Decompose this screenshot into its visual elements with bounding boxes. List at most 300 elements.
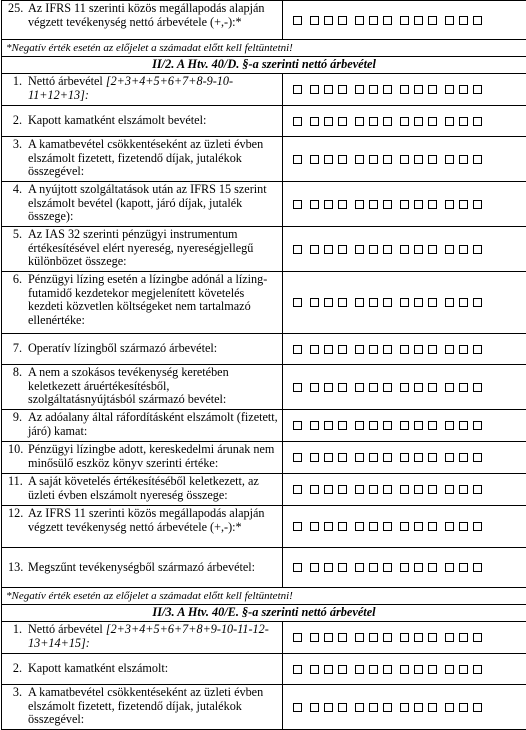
digit-box[interactable] [400, 485, 409, 494]
digit-box[interactable] [473, 117, 482, 126]
digit-box[interactable] [324, 383, 333, 392]
row-label: A kamatbevétel csökkentéseként az üzleti évben elszámolt fizetett, fizetendő díjak, jutalékok összegével: [28, 685, 264, 727]
digit-box[interactable] [473, 421, 482, 430]
digit-box[interactable] [369, 200, 378, 209]
amount-input-boxes[interactable] [283, 365, 526, 409]
digit-box[interactable] [383, 155, 392, 164]
amount-input-boxes[interactable] [283, 685, 526, 729]
digit-box[interactable] [473, 522, 482, 531]
digit-group [445, 345, 482, 354]
row-label: Az adóalany által ráfordításként elszámolt (fizetett, járó) kamat: [28, 410, 278, 438]
digit-box[interactable] [414, 633, 423, 642]
digit-box[interactable] [369, 298, 378, 307]
digit-box[interactable] [459, 345, 468, 354]
digit-box[interactable] [338, 485, 347, 494]
digit-box[interactable] [473, 485, 482, 494]
digit-box[interactable] [293, 117, 302, 126]
digit-box[interactable] [355, 421, 364, 430]
digit-box[interactable] [310, 298, 319, 307]
digit-box[interactable] [414, 16, 423, 25]
digit-box[interactable] [445, 200, 454, 209]
digit-box[interactable] [459, 16, 468, 25]
digit-box[interactable] [473, 345, 482, 354]
digit-box[interactable] [445, 117, 454, 126]
digit-box[interactable] [400, 16, 409, 25]
amount-input-boxes[interactable] [283, 506, 526, 547]
digit-box[interactable] [414, 245, 423, 254]
digit-box[interactable] [428, 245, 437, 254]
digit-box[interactable] [338, 345, 347, 354]
digit-box[interactable] [338, 117, 347, 126]
amount-input-boxes[interactable] [283, 1, 526, 39]
digit-box[interactable] [293, 16, 302, 25]
digit-group [310, 421, 347, 430]
digit-group [445, 298, 482, 307]
digit-box[interactable] [414, 703, 423, 712]
row-label: Operatív lízingből származó árbevétel: [28, 341, 218, 356]
digit-box[interactable] [445, 85, 454, 94]
digit-box[interactable] [369, 155, 378, 164]
digit-group [400, 421, 437, 430]
digit-box[interactable] [338, 383, 347, 392]
row-number: 2. [12, 113, 22, 128]
digit-box[interactable] [428, 665, 437, 674]
digit-box[interactable] [383, 345, 392, 354]
digit-box[interactable] [459, 633, 468, 642]
digit-box[interactable] [428, 85, 437, 94]
digit-box[interactable] [459, 421, 468, 430]
form-row [2, 272, 526, 334]
digit-box[interactable] [369, 563, 378, 572]
digit-box[interactable] [445, 383, 454, 392]
amount-input-boxes[interactable] [283, 74, 526, 105]
row-number: 25. [8, 1, 24, 15]
question-cell [2, 227, 283, 271]
digit-box[interactable] [414, 485, 423, 494]
digit-box[interactable] [369, 665, 378, 674]
digit-box[interactable] [324, 298, 333, 307]
digit-box[interactable] [324, 453, 333, 462]
form-row [2, 548, 526, 588]
digit-box[interactable] [400, 245, 409, 254]
digit-box[interactable] [338, 665, 347, 674]
digit-box[interactable] [338, 200, 347, 209]
digit-box[interactable] [459, 298, 468, 307]
digit-box[interactable] [338, 16, 347, 25]
digit-box[interactable] [428, 155, 437, 164]
digit-group [445, 665, 482, 674]
digit-box[interactable] [324, 345, 333, 354]
digit-box[interactable] [293, 200, 302, 209]
digit-box[interactable] [310, 703, 319, 712]
digit-box[interactable] [310, 383, 319, 392]
digit-box[interactable] [338, 563, 347, 572]
digit-box[interactable] [459, 155, 468, 164]
form-row [2, 654, 526, 685]
digit-box[interactable] [293, 85, 302, 94]
digit-box[interactable] [414, 85, 423, 94]
digit-box[interactable] [293, 703, 302, 712]
digit-group [445, 633, 482, 642]
digit-box[interactable] [324, 703, 333, 712]
digit-box[interactable] [445, 453, 454, 462]
digit-box[interactable] [355, 245, 364, 254]
digit-box[interactable] [383, 563, 392, 572]
digit-box[interactable] [355, 522, 364, 531]
digit-group [445, 453, 482, 462]
digit-box[interactable] [383, 522, 392, 531]
digit-box[interactable] [310, 563, 319, 572]
digit-box[interactable] [428, 345, 437, 354]
digit-box[interactable] [414, 383, 423, 392]
question-cell [2, 182, 283, 226]
amount-input-boxes[interactable] [283, 227, 526, 271]
digit-box[interactable] [428, 633, 437, 642]
digit-box[interactable] [428, 16, 437, 25]
form-row [2, 365, 526, 410]
digit-box[interactable] [324, 245, 333, 254]
digit-box[interactable] [355, 453, 364, 462]
digit-box[interactable] [293, 453, 302, 462]
digit-box[interactable] [445, 665, 454, 674]
digit-group [293, 703, 302, 712]
amount-input-boxes[interactable] [283, 272, 526, 333]
digit-group [400, 563, 437, 572]
digit-box[interactable] [459, 453, 468, 462]
digit-box[interactable] [355, 117, 364, 126]
digit-box[interactable] [473, 200, 482, 209]
digit-box[interactable] [414, 345, 423, 354]
digit-box[interactable] [473, 563, 482, 572]
row-label: Kapott kamatként elszámolt bevétel: [28, 113, 207, 128]
digit-box[interactable] [400, 298, 409, 307]
digit-box[interactable] [428, 563, 437, 572]
digit-box[interactable] [459, 665, 468, 674]
digit-box[interactable] [355, 665, 364, 674]
digit-box[interactable] [369, 633, 378, 642]
digit-box[interactable] [355, 563, 364, 572]
digit-box[interactable] [369, 383, 378, 392]
digit-box[interactable] [369, 16, 378, 25]
digit-box[interactable] [338, 85, 347, 94]
digit-box[interactable] [459, 383, 468, 392]
digit-group [293, 383, 302, 392]
digit-box[interactable] [338, 245, 347, 254]
digit-group [400, 383, 437, 392]
form-row [2, 0, 526, 40]
digit-group [355, 345, 392, 354]
digit-box[interactable] [355, 16, 364, 25]
digit-box[interactable] [383, 453, 392, 462]
digit-box[interactable] [355, 155, 364, 164]
row-label: A saját követelés értékesítéséből keletkezett, az üzleti évben elszámolt nyereség összege: [28, 474, 259, 502]
digit-box[interactable] [459, 200, 468, 209]
amount-input-boxes[interactable] [283, 654, 526, 684]
digit-box[interactable] [310, 155, 319, 164]
digit-box[interactable] [428, 522, 437, 531]
digit-box[interactable] [428, 117, 437, 126]
question-cell [2, 474, 283, 505]
digit-box[interactable] [355, 383, 364, 392]
digit-box[interactable] [459, 85, 468, 94]
amount-input-boxes[interactable] [283, 334, 526, 364]
digit-box[interactable] [414, 298, 423, 307]
digit-box[interactable] [414, 117, 423, 126]
digit-box[interactable] [355, 85, 364, 94]
amount-input-boxes[interactable] [283, 442, 526, 473]
digit-box[interactable] [459, 703, 468, 712]
question-cell [2, 137, 283, 181]
question-cell [2, 334, 283, 364]
digit-box[interactable] [324, 522, 333, 531]
digit-box[interactable] [293, 522, 302, 531]
digit-box[interactable] [473, 453, 482, 462]
digit-box[interactable] [310, 85, 319, 94]
digit-box[interactable] [324, 563, 333, 572]
digit-box[interactable] [369, 345, 378, 354]
row-number: 4. [12, 182, 22, 196]
digit-box[interactable] [414, 200, 423, 209]
digit-box[interactable] [459, 485, 468, 494]
digit-box[interactable] [338, 453, 347, 462]
digit-group [400, 298, 437, 307]
digit-box[interactable] [338, 703, 347, 712]
digit-box[interactable] [400, 117, 409, 126]
digit-box[interactable] [310, 117, 319, 126]
digit-box[interactable] [473, 85, 482, 94]
digit-box[interactable] [338, 155, 347, 164]
digit-box[interactable] [293, 563, 302, 572]
digit-box[interactable] [400, 633, 409, 642]
digit-box[interactable] [400, 345, 409, 354]
digit-box[interactable] [338, 522, 347, 531]
digit-box[interactable] [414, 453, 423, 462]
digit-box[interactable] [383, 703, 392, 712]
digit-box[interactable] [338, 298, 347, 307]
form-row [2, 106, 526, 137]
digit-box[interactable] [445, 298, 454, 307]
digit-box[interactable] [310, 522, 319, 531]
digit-box[interactable] [445, 245, 454, 254]
digit-box[interactable] [428, 703, 437, 712]
row-label: Az IAS 32 szerinti pénzügyi instrumentum értékesítésével elért nyereség, nyereségjellegű különbözet összege: [28, 227, 254, 269]
digit-box[interactable] [293, 383, 302, 392]
digit-box[interactable] [445, 155, 454, 164]
digit-box[interactable] [400, 665, 409, 674]
digit-box[interactable] [310, 453, 319, 462]
digit-box[interactable] [445, 345, 454, 354]
digit-group [400, 453, 437, 462]
digit-box[interactable] [400, 522, 409, 531]
digit-box[interactable] [473, 633, 482, 642]
digit-box[interactable] [445, 522, 454, 531]
section-title-ii-2: II/2. A Htv. 40/D. §-a szerinti nettó árbevétel [2, 57, 526, 74]
amount-input-boxes[interactable] [283, 622, 526, 653]
amount-input-boxes[interactable] [283, 410, 526, 441]
digit-box[interactable] [324, 117, 333, 126]
digit-group [355, 485, 392, 494]
digit-box[interactable] [324, 200, 333, 209]
digit-box[interactable] [383, 85, 392, 94]
digit-group [400, 117, 437, 126]
digit-box[interactable] [383, 117, 392, 126]
row-label: Pénzügyi lízing esetén a lízingbe adónál a lízing-futamidő kezdetekor megjelenített követelés kezdeti közvetlen költségeket nem tartalmazó ellenértéke: [28, 272, 268, 327]
digit-box[interactable] [428, 383, 437, 392]
digit-box[interactable] [428, 200, 437, 209]
digit-group [355, 16, 392, 25]
digit-box[interactable] [355, 298, 364, 307]
digit-box[interactable] [355, 345, 364, 354]
digit-group [310, 485, 347, 494]
digit-box[interactable] [369, 421, 378, 430]
digit-box[interactable] [473, 16, 482, 25]
digit-box[interactable] [445, 485, 454, 494]
digit-box[interactable] [459, 245, 468, 254]
digit-group [355, 633, 392, 642]
digit-group [445, 155, 482, 164]
amount-input-boxes[interactable] [283, 548, 526, 587]
digit-box[interactable] [473, 383, 482, 392]
digit-box[interactable] [310, 421, 319, 430]
digit-box[interactable] [473, 245, 482, 254]
digit-box[interactable] [414, 563, 423, 572]
digit-group [310, 16, 347, 25]
digit-box[interactable] [310, 665, 319, 674]
digit-box[interactable] [324, 633, 333, 642]
row-number: 12. [8, 506, 24, 520]
digit-box[interactable] [369, 485, 378, 494]
question-cell [2, 1, 283, 39]
digit-box[interactable] [324, 16, 333, 25]
digit-box[interactable] [383, 16, 392, 25]
row-number: 10. [8, 442, 24, 456]
digit-group [400, 485, 437, 494]
digit-box[interactable] [369, 85, 378, 94]
digit-box[interactable] [400, 421, 409, 430]
digit-box[interactable] [445, 16, 454, 25]
digit-box[interactable] [310, 345, 319, 354]
digit-box[interactable] [383, 485, 392, 494]
amount-input-boxes[interactable] [283, 137, 526, 181]
digit-group [445, 421, 482, 430]
digit-box[interactable] [324, 85, 333, 94]
digit-box[interactable] [383, 633, 392, 642]
digit-box[interactable] [324, 665, 333, 674]
digit-box[interactable] [400, 563, 409, 572]
digit-box[interactable] [293, 298, 302, 307]
row-label: A nem a szokásos tevékenység keretében keletkezett áruértékesítésből, szolgáltatásnyújtásból származó bevétel: [28, 365, 229, 407]
digit-box[interactable] [473, 665, 482, 674]
digit-group [355, 383, 392, 392]
digit-group [293, 117, 302, 126]
digit-group [310, 563, 347, 572]
digit-box[interactable] [459, 522, 468, 531]
digit-box[interactable] [310, 245, 319, 254]
digit-box[interactable] [459, 117, 468, 126]
digit-box[interactable] [383, 200, 392, 209]
digit-box[interactable] [459, 563, 468, 572]
digit-box[interactable] [293, 421, 302, 430]
digit-box[interactable] [383, 665, 392, 674]
digit-box[interactable] [400, 383, 409, 392]
digit-box[interactable] [355, 200, 364, 209]
digit-group [310, 117, 347, 126]
digit-box[interactable] [414, 155, 423, 164]
digit-group [293, 665, 302, 674]
digit-box[interactable] [355, 633, 364, 642]
digit-box[interactable] [383, 298, 392, 307]
negative-value-note: *Negatív érték esetén az előjelet a számadat előtt kell feltüntetni! [2, 588, 526, 605]
digit-box[interactable] [338, 633, 347, 642]
digit-box[interactable] [293, 485, 302, 494]
digit-box[interactable] [414, 421, 423, 430]
digit-box[interactable] [310, 200, 319, 209]
digit-box[interactable] [310, 633, 319, 642]
digit-box[interactable] [310, 16, 319, 25]
digit-box[interactable] [355, 703, 364, 712]
digit-box[interactable] [473, 703, 482, 712]
digit-box[interactable] [400, 200, 409, 209]
amount-input-boxes[interactable] [283, 182, 526, 226]
question-cell [2, 654, 283, 684]
digit-box[interactable] [445, 421, 454, 430]
digit-box[interactable] [414, 665, 423, 674]
digit-box[interactable] [369, 522, 378, 531]
digit-box[interactable] [355, 485, 364, 494]
digit-box[interactable] [445, 703, 454, 712]
digit-box[interactable] [293, 245, 302, 254]
digit-box[interactable] [338, 421, 347, 430]
digit-box[interactable] [324, 421, 333, 430]
digit-box[interactable] [293, 665, 302, 674]
question-cell [2, 685, 283, 729]
digit-box[interactable] [428, 485, 437, 494]
digit-box[interactable] [383, 383, 392, 392]
digit-box[interactable] [428, 421, 437, 430]
digit-box[interactable] [383, 421, 392, 430]
digit-box[interactable] [293, 633, 302, 642]
form-row [2, 474, 526, 506]
digit-box[interactable] [428, 453, 437, 462]
amount-input-boxes[interactable] [283, 106, 526, 136]
digit-group [400, 200, 437, 209]
digit-box[interactable] [428, 298, 437, 307]
digit-box[interactable] [400, 453, 409, 462]
digit-box[interactable] [293, 345, 302, 354]
digit-box[interactable] [369, 117, 378, 126]
digit-box[interactable] [369, 703, 378, 712]
digit-box[interactable] [324, 155, 333, 164]
digit-box[interactable] [324, 485, 333, 494]
digit-box[interactable] [445, 633, 454, 642]
digit-box[interactable] [445, 563, 454, 572]
digit-box[interactable] [369, 453, 378, 462]
digit-box[interactable] [473, 155, 482, 164]
digit-box[interactable] [473, 298, 482, 307]
amount-input-boxes[interactable] [283, 474, 526, 505]
digit-box[interactable] [400, 155, 409, 164]
digit-group [310, 633, 347, 642]
digit-box[interactable] [310, 485, 319, 494]
row-number: 1. [12, 622, 22, 636]
digit-box[interactable] [293, 155, 302, 164]
digit-box[interactable] [414, 522, 423, 531]
digit-box[interactable] [400, 703, 409, 712]
digit-box[interactable] [383, 245, 392, 254]
digit-box[interactable] [369, 245, 378, 254]
digit-box[interactable] [400, 85, 409, 94]
row-number: 8. [12, 365, 22, 379]
